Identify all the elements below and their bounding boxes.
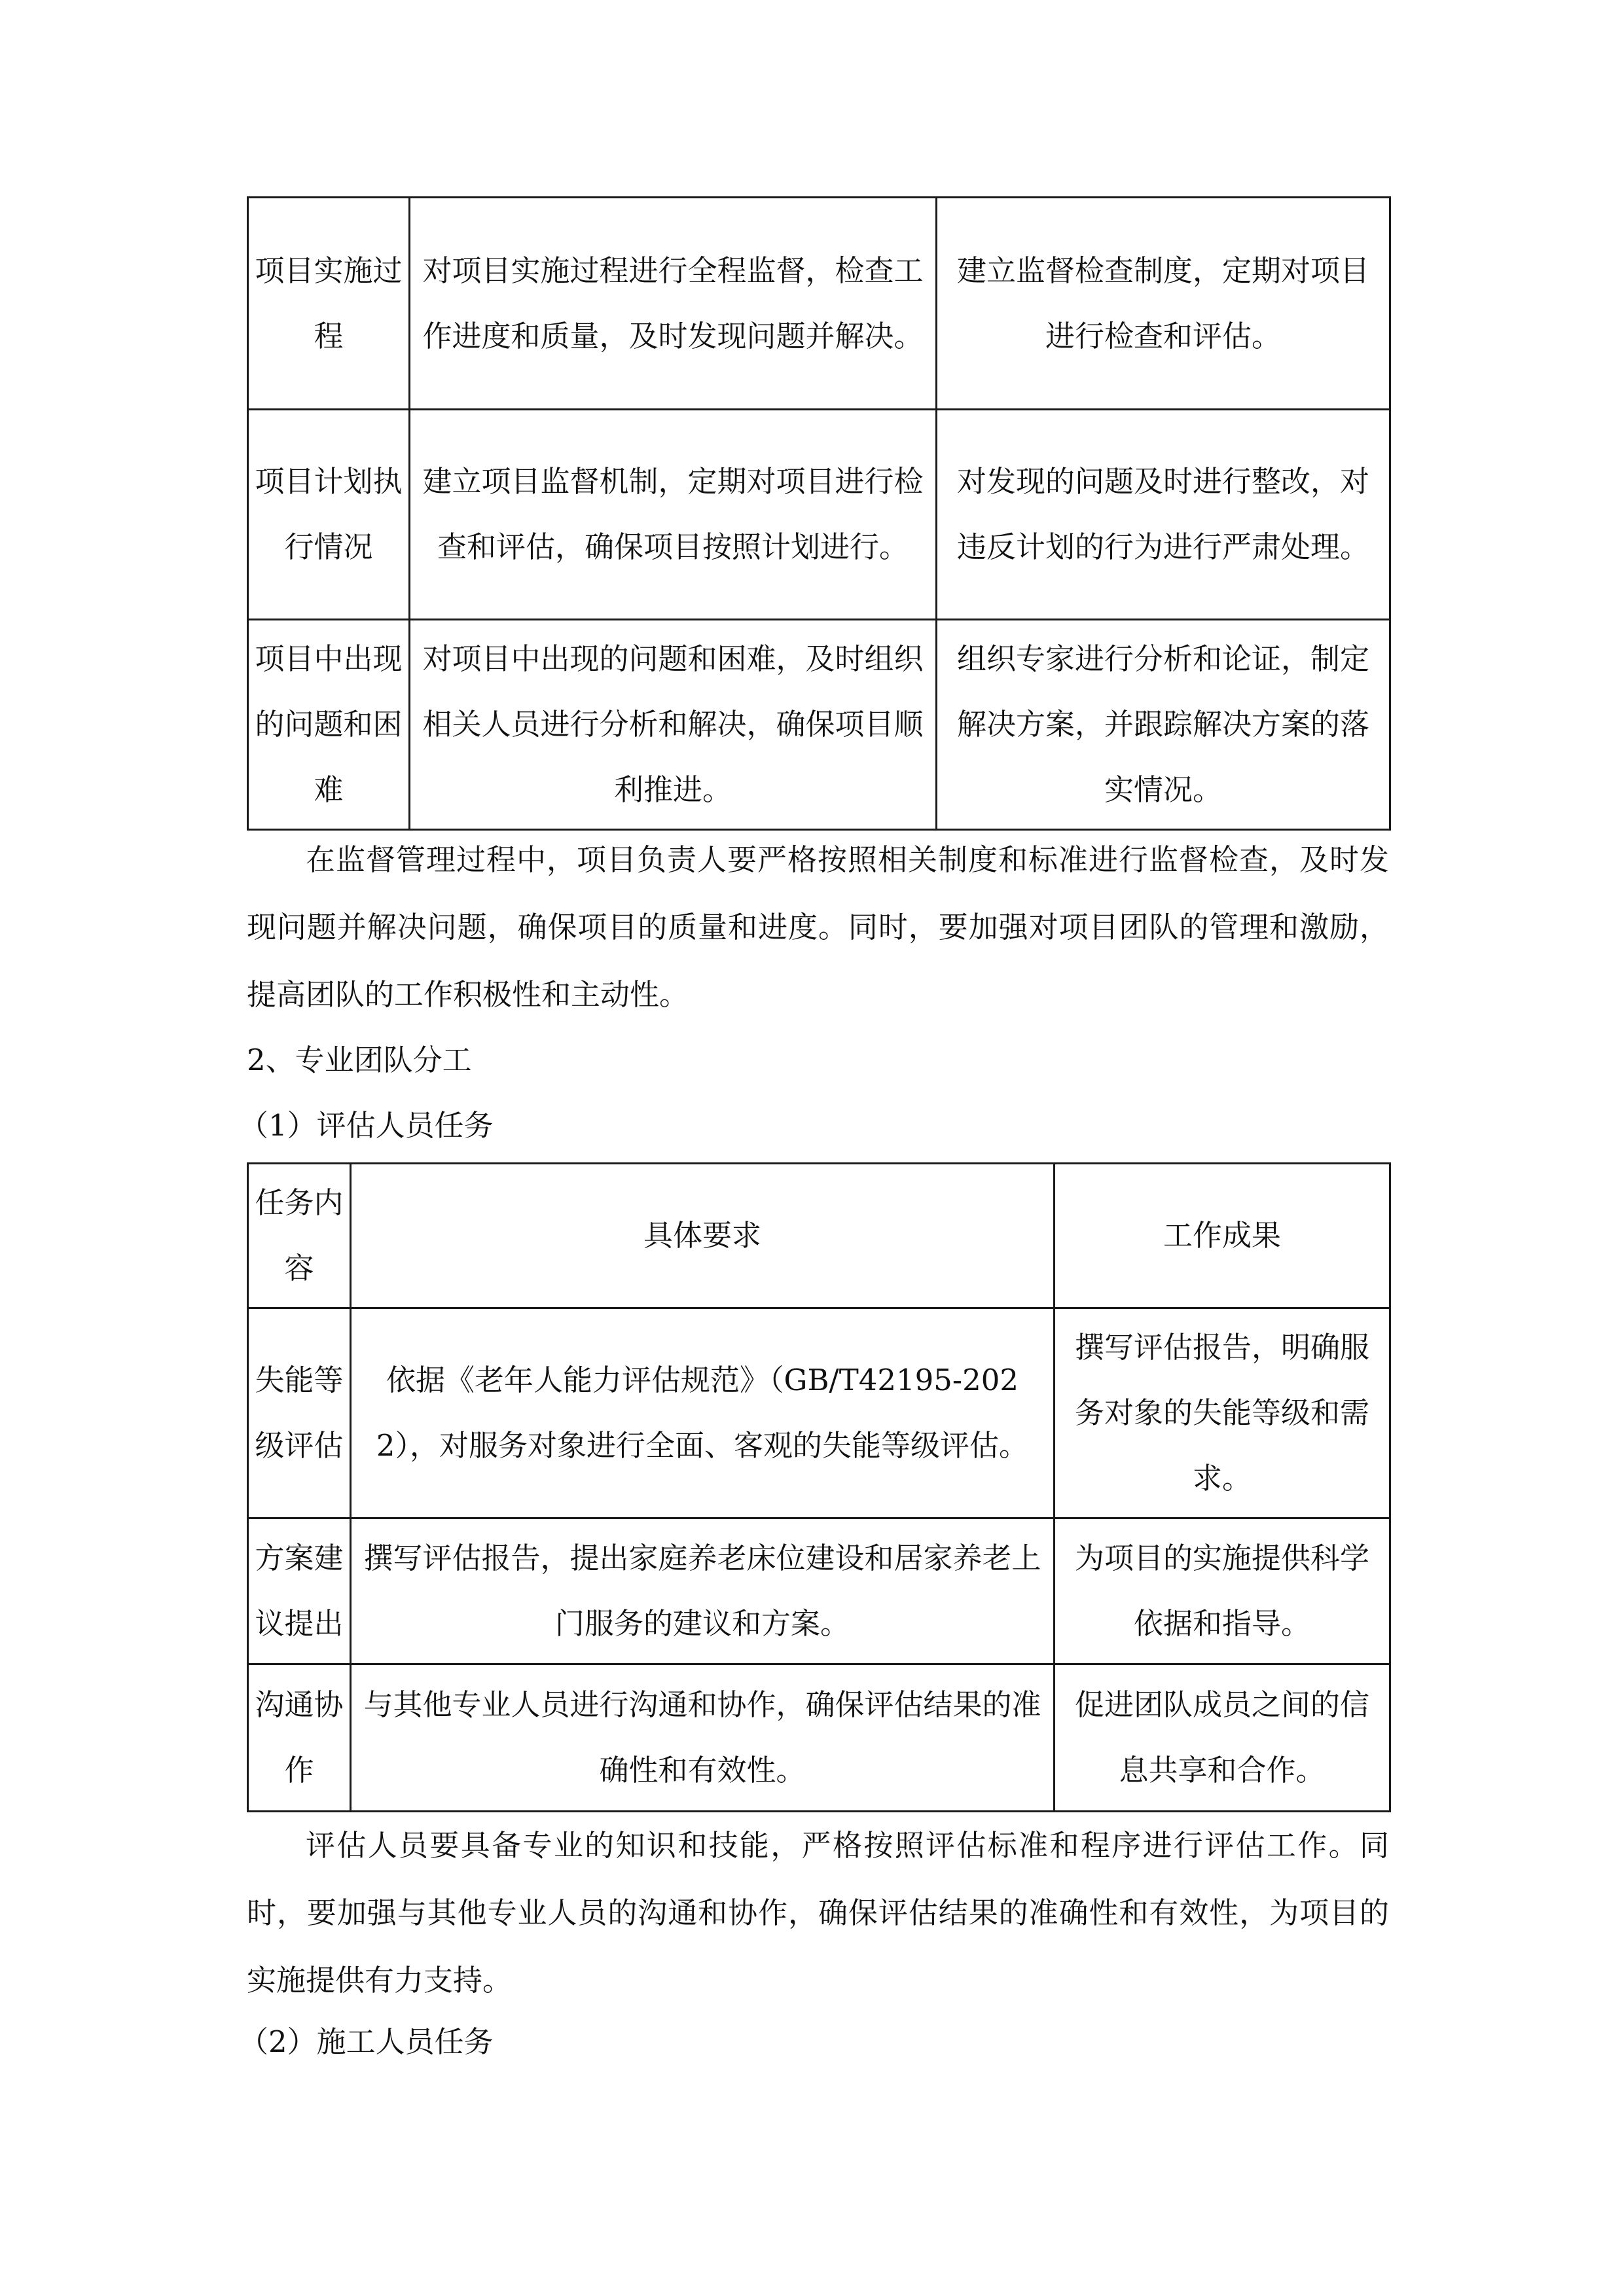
result-cell: 撰写评估报告，明确服务对象的失能等级和需求。: [1055, 1308, 1390, 1518]
table-row: [248, 620, 1390, 830]
content-cell: 建立项目监督机制，定期对项目进行检查和评估，确保项目按照计划进行。: [410, 410, 937, 620]
task-cell: 沟通协作: [248, 1664, 351, 1812]
item-cell: 项目中出现的问题和困难: [248, 620, 410, 830]
assessor-paragraph: 评估人员要具备专业的知识和技能，严格按照评估标准和程序进行评估工作。同时，要加强与其他专业人员的沟通和协作，确保评估结果的准确性和有效性，为项目的实施提供有力支持。: [247, 1828, 1389, 1998]
item-cell: 项目计划执行情况: [248, 410, 410, 620]
table-row: [248, 1518, 1390, 1664]
table-row: [248, 198, 1390, 410]
sub-heading-assessors: （1）评估人员任务: [239, 1108, 494, 1143]
section-heading: 2、专业团队分工: [247, 1043, 472, 1077]
assessor-task-table: [247, 1162, 1391, 1812]
table-header-row: [248, 1164, 1390, 1308]
content-cell: 对项目实施过程进行全程监督，检查工作进度和质量，及时发现问题并解决。: [410, 198, 937, 410]
requirement-cell: 与其他专业人员进行沟通和协作，确保评估结果的准确性和有效性。: [351, 1664, 1055, 1812]
table-row: [248, 1308, 1390, 1518]
measure-cell: 建立监督检查制度，定期对项目进行检查和评估。: [937, 198, 1390, 410]
requirement-cell: 撰写评估报告，提出家庭养老床位建设和居家养老上门服务的建议和方案。: [351, 1518, 1055, 1664]
header-cell-requirement: 具体要求: [351, 1164, 1055, 1308]
task-cell: 失能等级评估: [248, 1308, 351, 1518]
header-cell-task: 任务内容: [248, 1164, 351, 1308]
result-cell: 促进团队成员之间的信息共享和合作。: [1055, 1664, 1390, 1812]
supervision-paragraph: 在监督管理过程中，项目负责人要严格按照相关制度和标准进行监督检查，及时发现问题并解决问题，确保项目的质量和进度。同时，要加强对项目团队的管理和激励，提高团队的工作积极性和主动性。: [247, 842, 1389, 1012]
supervision-table: [247, 196, 1391, 831]
result-cell: 为项目的实施提供科学依据和指导。: [1055, 1518, 1390, 1664]
item-cell: 项目实施过程: [248, 198, 410, 410]
task-cell: 方案建议提出: [248, 1518, 351, 1664]
measure-cell: 组织专家进行分析和论证，制定解决方案，并跟踪解决方案的落实情况。: [937, 620, 1390, 830]
table-row: [248, 410, 1390, 620]
header-cell-result: 工作成果: [1055, 1164, 1390, 1308]
measure-cell: 对发现的问题及时进行整改，对违反计划的行为进行严肃处理。: [937, 410, 1390, 620]
table-row: [248, 1664, 1390, 1812]
requirement-cell: 依据《老年人能力评估规范》（GB/T42195-2022），对服务对象进行全面、客观的失能等级评估。: [351, 1308, 1055, 1518]
content-cell: 对项目中出现的问题和困难，及时组织相关人员进行分析和解决，确保项目顺利推进。: [410, 620, 937, 830]
sub-heading-construction: （2）施工人员任务: [239, 2024, 494, 2059]
